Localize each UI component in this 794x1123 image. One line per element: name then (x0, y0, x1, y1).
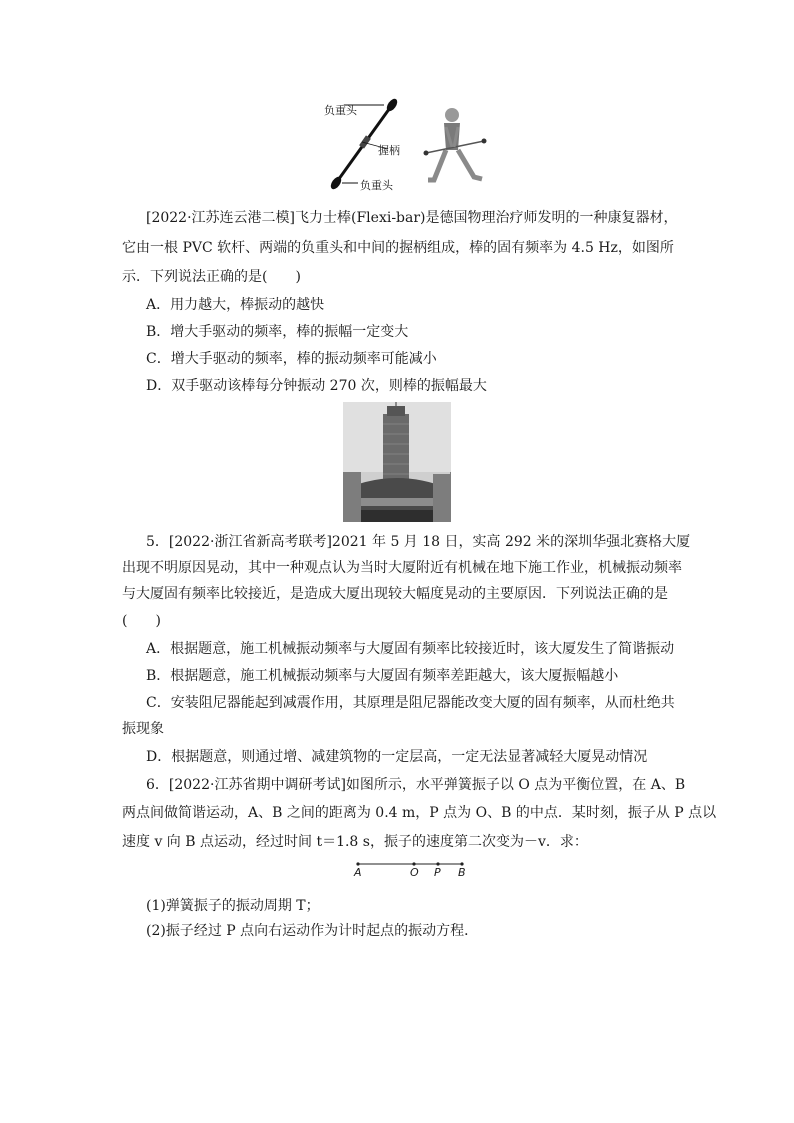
label-weight-head-bottom: 负重头 (360, 179, 393, 192)
spring-oscillator-axis (350, 860, 468, 882)
point-p-label: P (434, 866, 441, 879)
building-photo (343, 402, 451, 522)
q6-sub-question-1: (1)弹簧振子的振动周期 T； (146, 898, 320, 914)
q5-stem-line3: 与大厦固有频率比较接近，是造成大厦出现较大幅度晃动的主要原因．下列说法正确的是 (122, 586, 668, 602)
q6-stem-line1: 6．[2022·江苏省期中调研考试]如图所示，水平弹簧振子以 O 点为平衡位置，在 A、B (146, 777, 686, 793)
q5-stem-line4: ( ) (122, 613, 161, 629)
building-drawing (343, 402, 451, 522)
q4-option-a: A．用力越大，棒振动的越快 (146, 297, 325, 313)
q4-option-c: C．增大手驱动的频率，棒的振动频率可能减小 (146, 351, 437, 367)
q4-option-b: B．增大手驱动的频率，棒的振幅一定变大 (146, 324, 409, 340)
q4-stem-line3: 示．下列说法正确的是( ) (122, 269, 301, 285)
label-weight-head-top: 负重头 (324, 104, 357, 117)
q4-stem-line2: 它由一根 PVC 软杆、两端的负重头和中间的握柄组成，棒的固有频率为 4.5 Hz，如图所 (122, 240, 674, 256)
q5-option-c: C．安装阻尼器能起到减震作用，其原理是阻尼器能改变大厦的固有频率，从而杜绝共 (146, 695, 675, 711)
q5-option-a: A．根据题意，施工机械振动频率与大厦固有频率比较接近时，该大厦发生了简谐振动 (146, 641, 675, 657)
q4-option-d: D．双手驱动该棒每分钟振动 270 次，则棒的振幅最大 (146, 378, 487, 394)
label-handle: 握柄 (378, 144, 400, 157)
q5-option-c-cont: 振现象 (122, 721, 164, 737)
q5-stem-line2: 出现不明原因晃动，其中一种观点认为当时大厦附近有机械在地下施工作业，机械振动频率 (122, 560, 682, 576)
axis-line (350, 860, 468, 882)
q5-option-b: B．根据题意，施工机械振动频率与大厦固有频率差距越大，该大厦振幅越小 (146, 668, 619, 684)
flexi-bar-figure (322, 95, 502, 195)
point-o-label: O (410, 866, 419, 879)
point-a-label: A (354, 866, 362, 879)
q6-stem-line3: 速度 v 向 B 点运动，经过时间 t＝1.8 s，振子的速度第二次变为－v．求： (122, 834, 588, 850)
q4-stem-line1: [2022·江苏连云港二模]飞力士棒(Flexi-bar)是德国物理治疗师发明的一种康复器材， (146, 210, 678, 226)
point-b-label: B (458, 866, 466, 879)
q6-stem-line2: 两点间做简谐运动，A、B 之间的距离为 0.4 m，P 点为 O、B 的中点．某时刻，振子从 P 点以 (122, 805, 717, 821)
q5-stem-line1: 5．[2022·浙江省新高考联考]2021 年 5 月 18 日，实高 292 米的深圳华强北赛格大厦 (146, 534, 691, 550)
q5-option-d: D．根据题意，则通过增、减建筑物的一定层高，一定无法显著减轻大厦晃动情况 (146, 749, 648, 765)
q6-sub-question-2: (2)振子经过 P 点向右运动作为计时起点的振动方程． (146, 923, 479, 939)
